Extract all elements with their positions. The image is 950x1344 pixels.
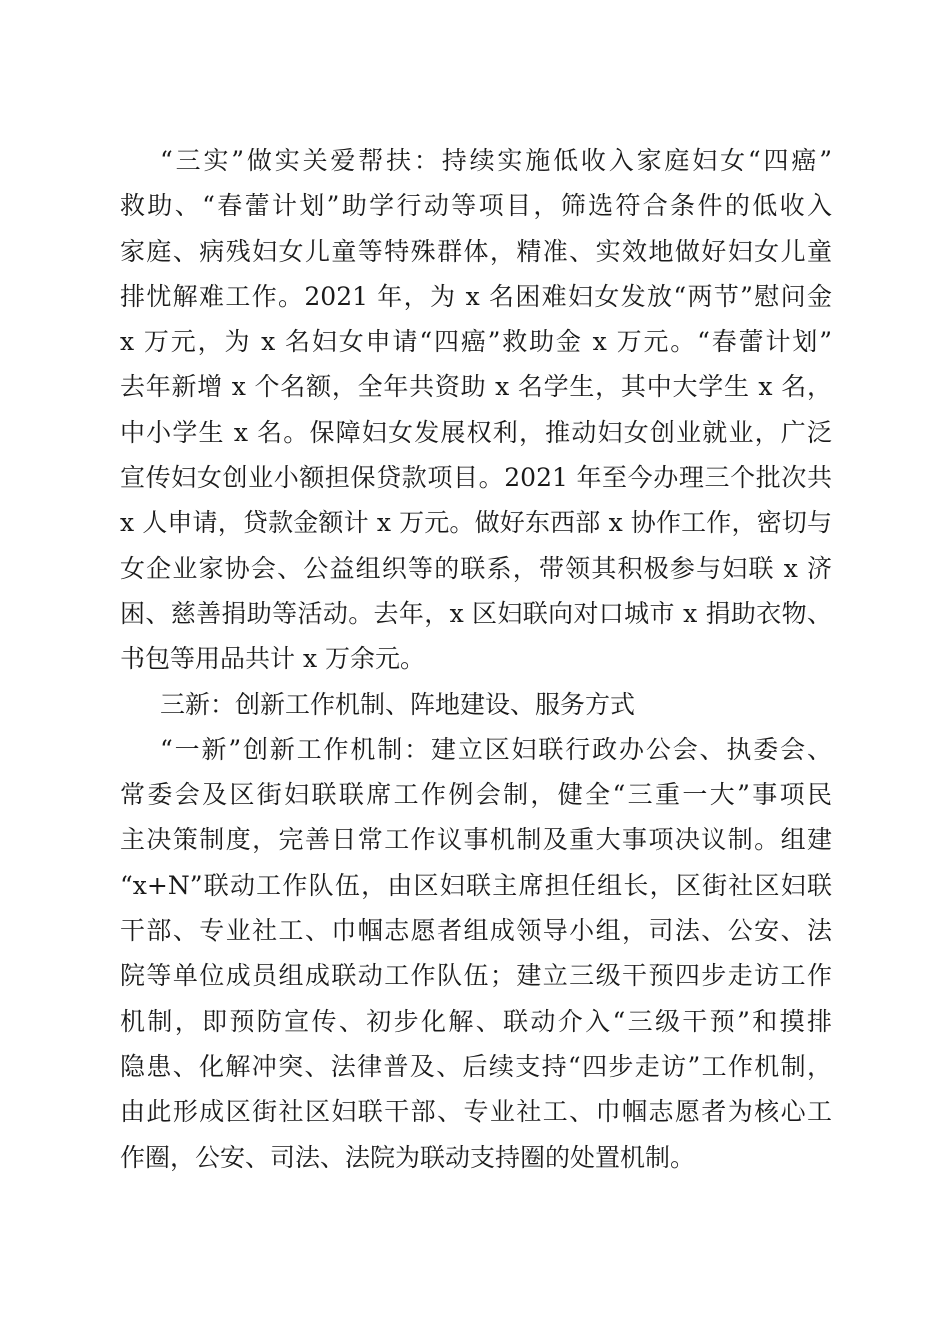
text-line: 书包等用品共计 x 万余元。: [120, 644, 425, 674]
text-line: 隐患、化解冲突、法律普及、后续支持“四步走访”工作机制，: [120, 1051, 832, 1081]
text-line: “一新”创新工作机制：建立区妇联行政办公会、执委会、: [160, 734, 832, 764]
text-line: 常委会及区街妇联联席工作例会制，健全“三重一大”事项民: [120, 780, 832, 810]
heading-line: 三新：创新工作机制、阵地建设、服务方式: [160, 689, 636, 719]
text-line: x 人申请，贷款金额计 x 万元。做好东西部 x 协作工作，密切与: [120, 508, 832, 538]
text-line: 作圈，公安、司法、法院为联动支持圈的处置机制。: [120, 1142, 696, 1172]
text-line: 干部、专业社工、巾帼志愿者组成领导小组，司法、公安、法: [120, 916, 832, 946]
text-line: 女企业家协会、公益组织等的联系，带领其积极参与妇联 x 济: [120, 553, 832, 583]
text-line: 救助、“春蕾计划”助学行动等项目，筛选符合条件的低收入: [120, 191, 832, 221]
text-line: “三实”做实关爱帮扶：持续实施低收入家庭妇女“四癌”: [160, 146, 832, 175]
text-line: 家庭、病残妇女儿童等特殊群体，精准、实效地做好妇女儿童: [120, 236, 832, 266]
text-line: 院等单位成员组成联动工作队伍；建立三级干预四步走访工作: [120, 961, 832, 991]
text-line: x 万元，为 x 名妇女申请“四癌”救助金 x 万元。“春蕾计划”: [120, 327, 832, 357]
text-line: “x+N”联动工作队伍，由区妇联主席担任组长，区街社区妇联: [120, 870, 832, 900]
section-heading-three-xin: [120, 682, 832, 727]
text-line: 排忧解难工作。2021 年，为 x 名困难妇女发放“两节”慰问金: [120, 281, 832, 311]
text-line: 困、慈善捐助等活动。去年，x 区妇联向对口城市 x 捐助衣物、: [120, 598, 832, 628]
paragraph-three-shi: [120, 138, 832, 682]
text-line: 主决策制度，完善日常工作议事机制及重大事项决议制。组建: [120, 825, 832, 855]
text-line: 去年新增 x 个名额，全年共资助 x 名学生，其中大学生 x 名，: [120, 372, 832, 402]
text-line: 中小学生 x 名。保障妇女发展权利，推动妇女创业就业，广泛: [120, 417, 832, 447]
paragraph-yi-xin: [120, 727, 832, 1180]
text-line: 由此形成区街社区妇联干部、专业社工、巾帼志愿者为核心工: [120, 1097, 832, 1127]
text-line: 宣传妇女创业小额担保贷款项目。2021 年至今办理三个批次共: [120, 463, 832, 493]
text-line: 机制，即预防宣传、初步化解、联动介入“三级干预”和摸排: [120, 1006, 832, 1036]
document-body: [120, 138, 832, 1180]
